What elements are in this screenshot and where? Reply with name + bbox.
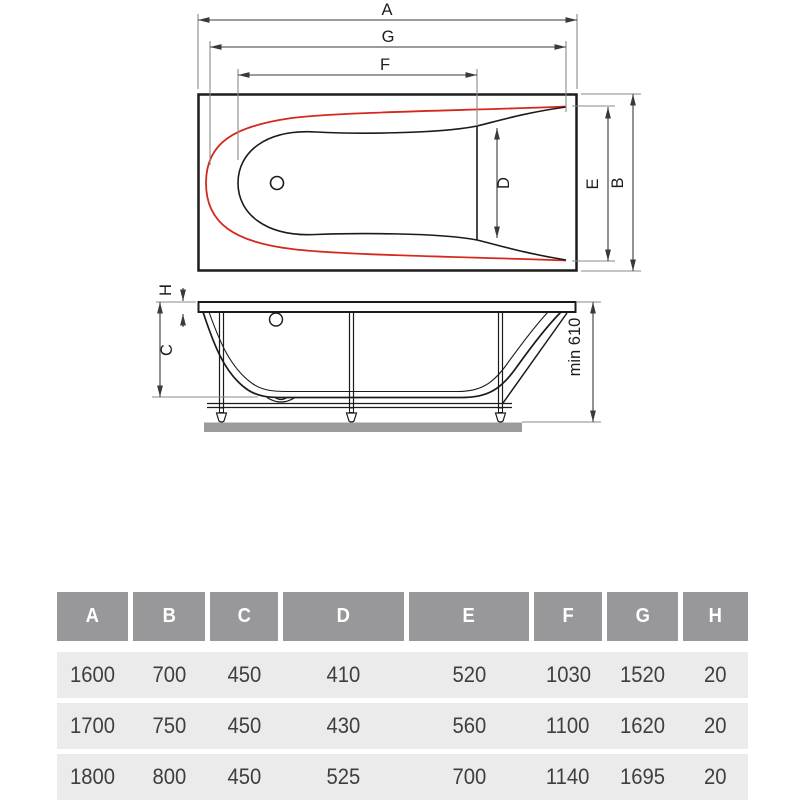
adjustable-feet <box>217 408 506 422</box>
support-frame <box>207 312 567 409</box>
dim-label-h: H <box>157 284 175 296</box>
rim-side-view <box>199 302 576 312</box>
value-cell: 1700 <box>69 713 116 738</box>
value-cell: 20 <box>704 764 727 789</box>
dim-label-f: F <box>379 56 391 74</box>
table-row-1600 <box>57 652 748 698</box>
tub-outer-rect <box>199 95 577 271</box>
value-cell: 800 <box>152 764 186 789</box>
value-cell: 1520 <box>619 662 666 687</box>
value-cell: 410 <box>326 662 361 687</box>
value-cell: 20 <box>704 662 727 687</box>
value-cell: 525 <box>326 764 361 789</box>
table-row-1800 <box>57 754 748 800</box>
value-cell: 1600 <box>69 662 116 687</box>
value-cell: 520 <box>452 662 486 687</box>
overflow-hole-side-view <box>270 313 283 326</box>
tub-profile-outer <box>203 312 561 398</box>
value-cell: 750 <box>152 713 186 738</box>
header-cell-g: G <box>607 592 678 641</box>
table-row-1700 <box>57 703 748 749</box>
value-cell: 1030 <box>545 662 591 687</box>
top-view <box>198 1 641 271</box>
value-cell: 430 <box>326 713 361 738</box>
header-cell-h: H <box>683 592 748 641</box>
header-cell-f: F <box>534 592 602 641</box>
value-cell: 450 <box>227 713 261 738</box>
table-header-row <box>57 592 748 641</box>
dimensions-table <box>57 592 748 805</box>
dim-label-min-height: min 610 <box>566 317 584 377</box>
dim-label-c: C <box>158 344 176 356</box>
value-cell: 1100 <box>546 713 590 738</box>
header-cell-a: A <box>57 592 128 641</box>
value-cell: 1620 <box>619 713 666 738</box>
header-cell-c: C <box>210 592 278 641</box>
value-cell: 700 <box>152 662 186 687</box>
dim-label-b: B <box>609 177 627 189</box>
value-cell: 700 <box>452 764 486 789</box>
header-cell-d: D <box>283 592 404 641</box>
dim-label-g: G <box>381 28 395 46</box>
header-cell-b: B <box>133 592 205 641</box>
value-cell: 1140 <box>546 764 590 789</box>
header-cell-e: E <box>409 592 529 641</box>
value-cell: 560 <box>452 713 486 738</box>
value-cell: 1695 <box>619 764 666 789</box>
side-view <box>152 284 601 432</box>
floor-bar <box>204 423 522 433</box>
dim-label-e: E <box>584 178 602 190</box>
value-cell: 450 <box>227 662 261 687</box>
value-cell: 20 <box>704 713 727 738</box>
value-cell: 1800 <box>69 764 116 789</box>
value-cell: 450 <box>227 764 261 789</box>
dim-label-a: A <box>381 1 393 19</box>
tub-profile-inner <box>209 312 548 392</box>
dim-label-d: D <box>495 177 513 189</box>
